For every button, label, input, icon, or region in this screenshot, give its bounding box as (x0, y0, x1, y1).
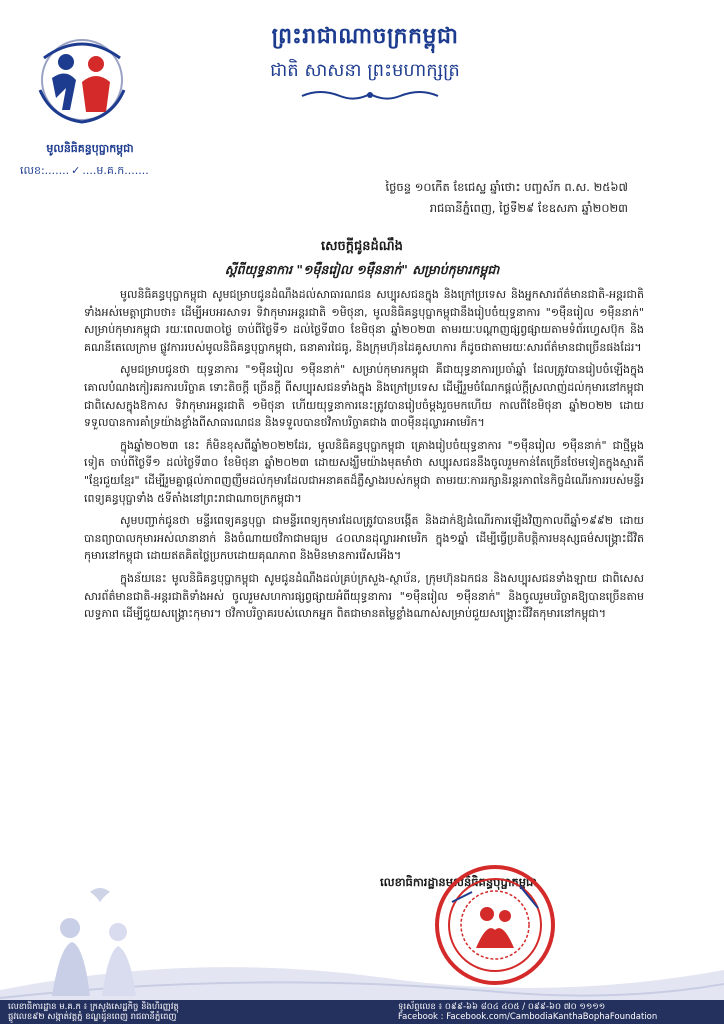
reference-number (20, 164, 149, 180)
notice-body (84, 286, 644, 628)
phone-numbers: ទូរស័ព្ទលេខ ៖ ០៩៩-៦៦ ៨០៤ ៤០៥ / ០៩៩-៦០ ៧០ ១១១១ (398, 1002, 606, 1012)
address-line-2: ផ្លូវលេខ៩២ សង្កាត់វត្តភ្នំ ខណ្ឌដូនពេញ រាជធានីភ្នំពេញ (8, 1012, 177, 1022)
body-paragraph-3: ក្នុងឆ្នាំ២០២៣ នេះ ក៏មិនខុសពីឆ្នាំ២០២២ដែរ, មូលនិធិគន្ធបុប្ផាកម្ពុជា គ្រោងរៀបចំយុទ្ធនាការ "១ម៉ឺនរៀល ១ម៉ឺននាក់" ជាថ្មីម្តងទៀត ចាប់ពីថ្ងៃទី១ ដល់ថ្ងៃទី៣០ ខែមិថុនា ឆ្នាំ២០២៣ ដោយសង្ឃឹមយ៉ាងមុតមាំថា សប្បុរសជននឹងចូលរួមកាន់តែច្រើនថែមទៀតក្នុងស្មារតី "ខ្មែរជួយខ្មែរ" ដើម្បីរួមគ្នាផ្តល់ភាពញញឹមដល់កុមារដែលជាអនាគតដ៏ភ្លឺស្វាងរបស់កម្ពុជា តាមរយៈការរក្សានិរន្តរភាពនៃកិច្ចដំណើរការរបស់មន្ទីរពេទ្យគន្ធបុប្ផាទាំង ៥ទីតាំងនៅព្រះរាជាណាចក្រកម្ពុជា។ (84, 438, 644, 505)
foundation-logo (22, 28, 142, 128)
solar-date: រាជធានីភ្នំពេញ, ថ្ងៃទី២៩ ខែឧសភា ឆ្នាំ២០២៣ (429, 201, 628, 215)
footer-address (8, 1002, 179, 1022)
notice-title: សេចក្តីជូនដំណឹង (321, 239, 403, 254)
facebook-link[interactable]: Facebook : Facebook.com/CambodiaKanthaBophaFoundation (398, 1012, 658, 1022)
body-paragraph-4: សូមបញ្ជាក់ជូនថា មន្ទីរពេទ្យគន្ធបុប្ផា ជាមន្ទីរពេទ្យកុមារដែលត្រូវបានបង្កើត និងដាក់ឱ្យដំណើរការឡើងវិញកាលពីឆ្នាំ១៩៩២ ដោយបានព្យាបាលកុមារអស់លានានាក់ និងចំណាយថវិកាជាមធ្យម ៤០លានដុល្លារអាមេរិក ក្នុង១ឆ្នាំ ដើម្បីធ្វើប្រតិបត្តិការមនុស្សធម៌សង្គ្រោះជីវិតកុមារនៅកម្ពុជា ដោយឥតគិតថ្លៃប្រកបដោយគុណភាព និងមិនមានការរើសអើង។ (84, 514, 644, 563)
org-name: មូលនិធិគន្ធបុប្ផាកម្ពុជា (46, 142, 134, 155)
kingdom-title: ព្រះរាជាណាចក្រកម្ពុជា (271, 23, 459, 49)
checkmark-icon: ✓ (71, 164, 81, 177)
kingdom-header (230, 22, 500, 85)
footer-decoration (0, 880, 724, 1010)
signature-title: លេខាធិការដ្ឋានមូលនិធិគន្ធបុប្ផាកម្ពុជា (380, 875, 537, 889)
ornament-divider-icon (300, 86, 440, 106)
address-line-1: លេខាធិការដ្ឋាន ម.គ.ក ៖ ក្រសួងសេដ្ឋកិច្ច និងហិរញ្ញវត្ថុ (8, 1002, 179, 1012)
body-paragraph-1: មូលនិធិគន្ធបុប្ផាកម្ពុជា សូមជម្រាបជូនដំណឹងដល់សាធារណជន សប្បុរសជនក្នុង និងក្រៅប្រទេស និងអ្នកសារព័ត៌មានជាតិ-អន្តរជាតិទាំងអស់មេត្តាជ្រាបថា៖ ដើម្បីអបអរសាទរ ទិវាកុមារអន្តរជាតិ ១មិថុនា, មូលនិធិគន្ធបុប្ផាកម្ពុជានឹងរៀបចំយុទ្ធនាការ "១ម៉ឺនរៀល ១ម៉ឺននាក់" សម្រាប់កុមារកម្ពុជា រយៈពេល៣០ថ្ងៃ ចាប់ពីថ្ងៃទី១ ដល់ថ្ងៃទី៣០ ខែមិថុនា ឆ្នាំ២០២៣ តាមរយៈបណ្តាញផ្សព្វផ្សាយតាមទំព័រហ្វេសប៊ុក និងគណនីតេលេក្រាម ផ្លូវការរបស់មូលនិធិគន្ធបុប្ផាកម្ពុជា, ធនាគារជៃធូ, និងក្រុមហ៊ុនដៃគូសហការ ក៏ដូចជាតាមរយៈសារព័ត៌មានជាច្រើនផងដែរ។ (84, 288, 644, 354)
body-paragraph-2: សូមជម្រាបជូនថា យុទ្ធនាការ "១ម៉ឺនរៀល ១ម៉ឺននាក់" សម្រាប់កុមារកម្ពុជា គឺជាយុទ្ធនាការប្រចាំឆ្នាំ ដែលត្រូវបានរៀបចំឡើងក្នុងគោលបំណងកៀរគរការបរិច្ចាគ ទោះតិចក្តី ច្រើនក្តី ពីសប្បុរសជនទាំងក្នុង និងក្រៅប្រទេស ដើម្បីរួមចំណែកផ្តល់ក្តីស្រលាញ់ដល់កុមារនៅកម្ពុជា ជាពិសេសក្នុងឱកាស ទិវាកុមារអន្តរជាតិ ១មិថុនា ហើយយុទ្ធនាការនេះត្រូវបានរៀបចំម្តងរួចមកហើយ កាលពីខែមិថុនា ឆ្នាំ២០២២ ដោយទទួលបានការគាំទ្រយ៉ាងខ្លាំងពីសាធារណជន និងទទួលបានថវិកាបរិច្ចាគជាង ៣០ម៉ឺនដុល្លារអាមេរិក។ (84, 363, 644, 430)
footer-contact (398, 1002, 657, 1022)
lunar-date: ថ្ងៃចន្ទ ១០កើត ខែជេស្ឋ ឆ្នាំថោះ បញ្ចស័ក ព.ស. ២៥៦៧ (385, 180, 628, 194)
notice-subtitle: ស្តីពីយុទ្ធនាការ "១ម៉ឺនរៀល ១ម៉ឺននាក់" សម្រាប់កុមារកម្ពុជា (224, 262, 500, 277)
ref-prefix: លេខ:....... (20, 164, 70, 177)
national-motto: ជាតិ សាសនា ព្រះមហាក្សត្រ (270, 60, 460, 81)
official-stamp (432, 862, 558, 988)
footer-bar (0, 1000, 724, 1024)
date-block (385, 177, 628, 219)
ref-suffix: ....ម.គ.ក....... (82, 164, 149, 177)
body-paragraph-5: ក្នុងន័យនេះ មូលនិធិគន្ធបុប្ផាកម្ពុជា សូមជូនដំណឹងដល់គ្រប់ក្រសួង-ស្ថាប័ន, ក្រុមហ៊ុនឯកជន និងសប្បុរសជនទាំងឡាយ ជាពិសេសសារព័ត៌មានជាតិ-អន្តរជាតិទាំងអស់ ចូលរួមសហការផ្សព្វផ្សាយអំពីយុទ្ធនាការ "១ម៉ឺនរៀល ១ម៉ឺននាក់" និងចូលរួមបរិច្ចាគឱ្យបានច្រើនតាមលទ្ធភាព ដើម្បីជួយសង្គ្រោះកុមារ។ ថវិកាបរិច្ចាគរបស់លោកអ្នក ពិតជាមានតម្លៃខ្លាំងណាស់សម្រាប់ជួយសង្គ្រោះជីវិតកុមារនៅកម្ពុជា។ (84, 571, 644, 621)
